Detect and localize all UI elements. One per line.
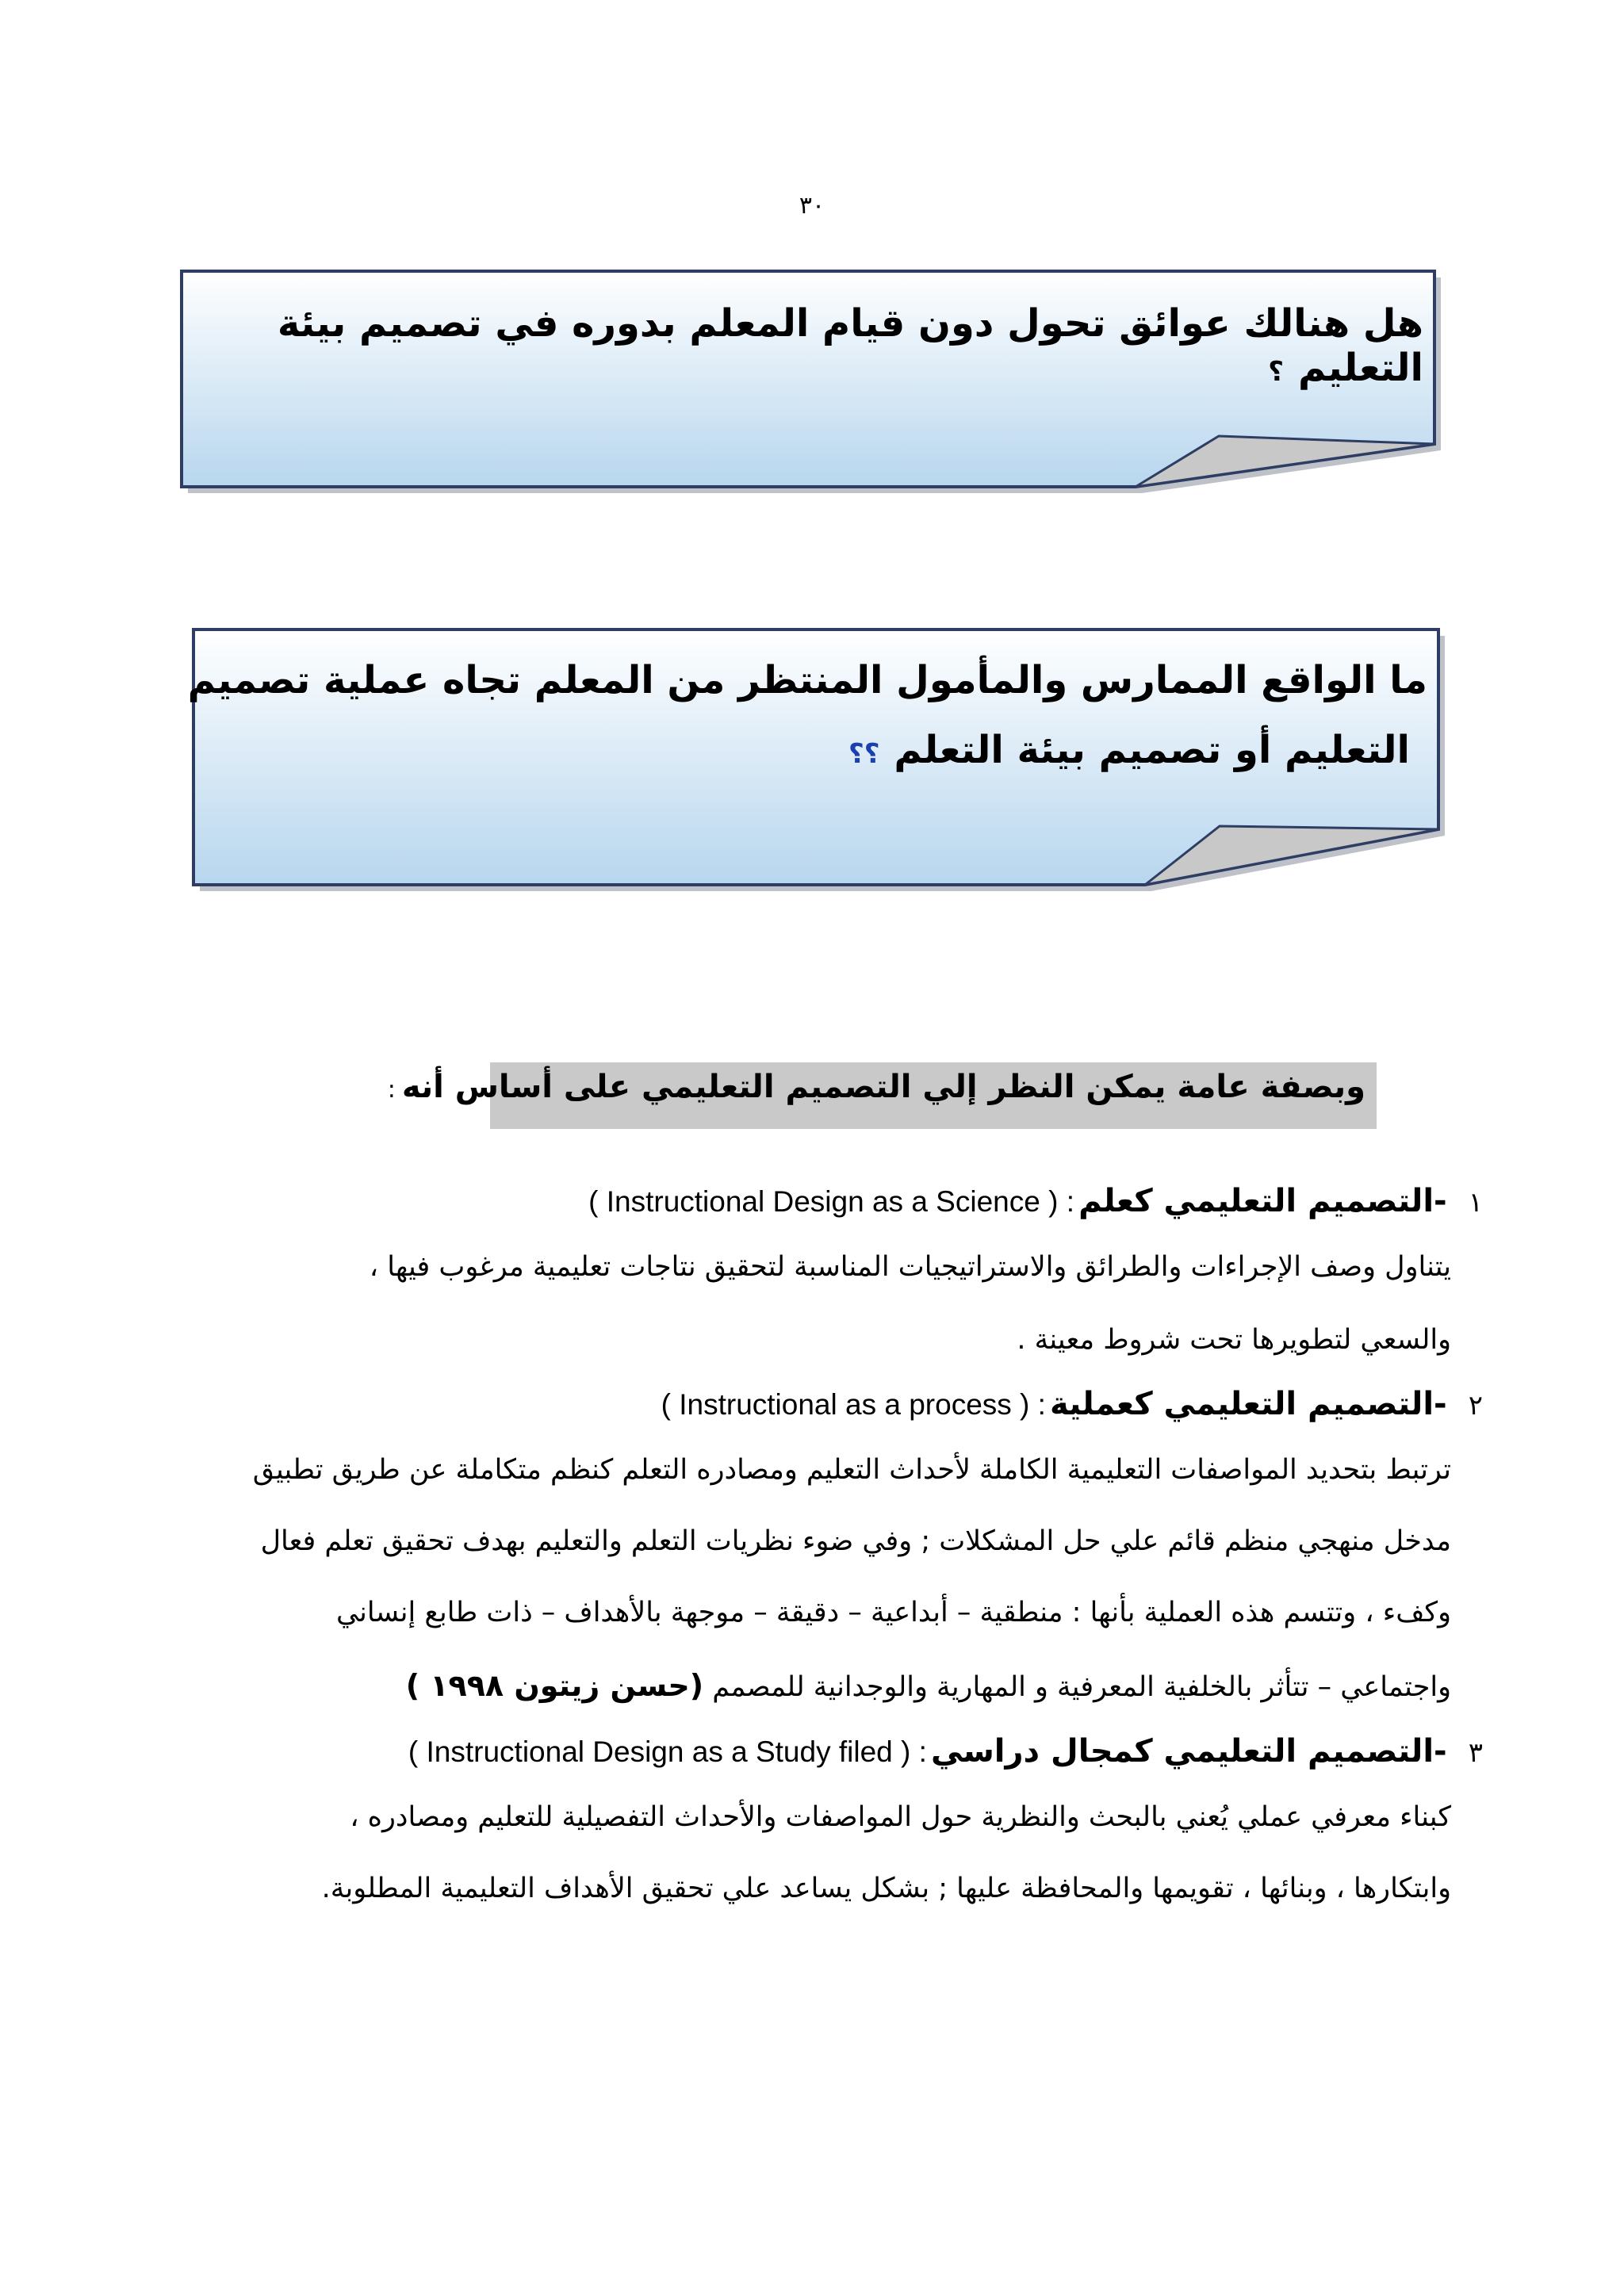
callout-1-text	[178, 301, 1423, 390]
section-heading	[388, 1069, 1365, 1105]
callout-2-line-1: ما الواقع الممارس والمأمول المنتظر من المعلم تجاه عملية تصميم	[187, 658, 1427, 702]
question-callout-1	[178, 268, 1447, 498]
callout-2-question-mark: ؟؟	[848, 738, 880, 770]
callout-2-line-2-wrap	[188, 715, 1427, 789]
callout-1-question-mark: ؟	[1268, 356, 1284, 388]
item-1-line-1: يتناول وصف الإجراءات والطرائق والاستراتيجيات المناسبة لتحقيق نتاجات تعليمية مرغوب فيها ،	[369, 1251, 1451, 1283]
item-3-english: ( Instructional Design as a Study filed ) :	[408, 1735, 927, 1768]
item-2-line-3: وكفء ، وتتسم هذه العملية بأنها : منطقية – أبداعية – دقيقة – موجهة بالأهداف – ذات طابع إنساني	[336, 1597, 1451, 1628]
section-heading-text: وبصفة عامة يمكن النظر إلي التصميم التعليمي على أساس أنه	[401, 1069, 1365, 1105]
list-item-1-heading	[588, 1183, 1483, 1219]
item-2-line-2: مدخل منهجي منظم قائم علي حل المشكلات ; وفي ضوء نظريات التعلم والتعليم بهدف تحقيق تعلم فعال	[260, 1525, 1451, 1557]
item-2-english: ( Instructional as a process ) :	[661, 1388, 1046, 1421]
item-1-english: ( Instructional Design as a Science ) :	[588, 1185, 1074, 1218]
item-1-title: -التصميم التعليمي كعلم	[1078, 1183, 1447, 1219]
item-2-line-4-wrap	[406, 1668, 1451, 1703]
item-2-citation: (حسن زيتون ١٩٩٨ )	[405, 1668, 704, 1703]
list-item-3-heading	[408, 1733, 1483, 1770]
item-3-line-1: كبناء معرفي عملي يُعني بالبحث والنظرية حول المواصفات والأحداث التفصيلية للتعليم ومصادره ،	[350, 1801, 1451, 1833]
item-3-title: -التصميم التعليمي كمجال دراسي	[930, 1733, 1447, 1770]
item-2-line-1: ترتبط بتحديد المواصفات التعليمية الكاملة لأحداث التعليم ومصادره التعلم كنظم متكاملة عن طريق تطبيق	[252, 1454, 1451, 1486]
callout-2-line-2: التعليم أو تصميم بيئة التعلم	[894, 728, 1410, 772]
item-1-line-2: والسعي لتطويرها تحت شروط معينة .	[1017, 1324, 1451, 1356]
section-heading-colon: :	[387, 1076, 396, 1104]
list-item-2-heading	[661, 1386, 1483, 1422]
section-heading-box	[387, 1062, 1377, 1129]
page-number: ٣٠	[799, 192, 825, 220]
item-3-line-2: وابتكارها ، وبنائها ، تقويمها والمحافظة عليها ; بشكل يساعد علي تحقيق الأهداف التعليمية المطلوبة.	[321, 1873, 1451, 1904]
item-1-number: ١	[1468, 1187, 1483, 1219]
item-3-number: ٣	[1468, 1737, 1483, 1769]
item-2-number: ٢	[1468, 1390, 1483, 1422]
question-callout-2	[187, 626, 1451, 900]
callout-2-text	[188, 645, 1427, 789]
item-2-title: -التصميم التعليمي كعملية	[1050, 1386, 1447, 1422]
item-2-line-4: واجتماعي – تتأثر بالخلفية المعرفية و المهارية والوجدانية للمصمم	[712, 1671, 1451, 1703]
callout-1-question: هل هنالك عوائق تحول دون قيام المعلم بدوره في تصميم بيئة التعليم	[277, 301, 1423, 390]
